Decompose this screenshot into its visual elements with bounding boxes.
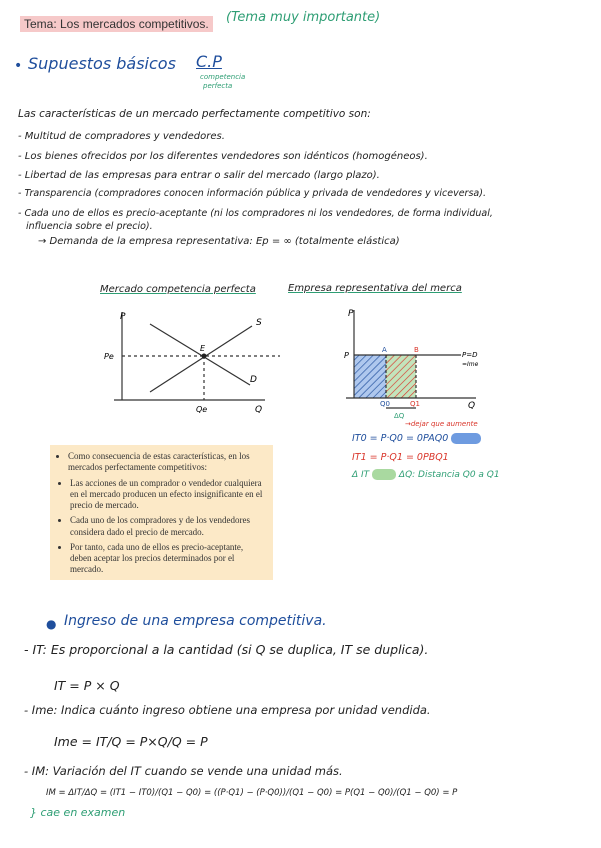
exam-note: } cae en examen — [30, 806, 126, 819]
graph2-note: →dejar que aumente — [405, 420, 478, 428]
delta-q-label: ΔQ — [394, 412, 405, 420]
section1-title: Supuestos básicos — [28, 54, 176, 73]
section1-intro: Las características de un mercado perfectamente competitivo son: — [18, 108, 371, 120]
supply-curve — [150, 326, 252, 392]
abbr-sub1: competencia — [200, 73, 246, 81]
point-a-label: A — [382, 346, 387, 354]
bullet-dot: ● — [46, 617, 57, 631]
pe-label: Pe — [104, 352, 114, 361]
firm-graph — [336, 300, 486, 425]
box-bullet: • Las acciones de un comprador o vendedor cualquiera en el mercado producen un efecto insignificante en el precio de mercado. — [70, 478, 265, 512]
section1-abbr: C.P — [196, 52, 222, 71]
demand-curve — [150, 324, 250, 385]
x-axis-label: Q — [468, 401, 476, 411]
it0-formula: IT0 = P·Q0 = 0PAQ0 — [352, 433, 481, 444]
x-axis-label: Q — [255, 405, 263, 415]
list-item: influencia sobre el precio). — [26, 221, 153, 232]
q0-label: Q0 — [380, 400, 390, 408]
section2-title: Ingreso de una empresa competitiva. — [64, 613, 327, 629]
price-label: P — [344, 351, 349, 360]
equilibrium-point — [202, 354, 207, 359]
it-line: - IT: Es proporcional a la cantidad (si Q se duplica, IT se duplica). — [24, 642, 429, 657]
consequences-box — [50, 445, 273, 580]
list-item: - Cada uno de ellos es precio-aceptante (ni los compradores ni los vendedores, de forma individual, — [18, 208, 493, 219]
abbr-sub2: perfecta — [203, 82, 233, 90]
it-formula: IT = P × Q — [54, 678, 120, 693]
line-label-demand: P=D — [462, 351, 478, 359]
graph1-title: Mercado competencia perfecta — [100, 284, 256, 295]
ime-formula: Ime = IT/Q = P×Q/Q = P — [54, 734, 208, 749]
y-axis-label: P — [348, 309, 354, 319]
demand-label: D — [250, 375, 257, 385]
list-item: - Libertad de las empresas para entrar o salir del mercado (largo plazo). — [18, 170, 380, 181]
topic-note: (Tema muy importante) — [226, 10, 381, 25]
blue-swatch — [451, 433, 481, 444]
qe-label: Qe — [196, 405, 208, 414]
equilibrium-label: E — [200, 344, 206, 353]
box-intro: • Como consecuencia de estas características, en los mercados perfectamente competitivos: — [68, 451, 265, 474]
line-label-ime: =Ime — [462, 361, 479, 368]
ime-line: - Ime: Indica cuánto ingreso obtiene una empresa por unidad vendida. — [24, 703, 431, 717]
bullet-dot: • — [14, 58, 23, 74]
demand-line: → Demanda de la empresa representativa: Ep = ∞ (totalmente elástica) — [38, 236, 400, 247]
box-bullet: • Por tanto, cada uno de ellos es precio-aceptante, deben aceptar los precios determinados por el mercado. — [70, 542, 265, 576]
list-item: - Transparencia (compradores conocen información pública y privada de vendedores y viceversa). — [18, 188, 486, 199]
market-graph — [100, 300, 280, 425]
graph2-title: Empresa representativa del merca — [288, 283, 462, 294]
list-item: - Los bienes ofrecidos por los diferentes vendedores son idénticos (homogéneos). — [18, 151, 428, 162]
y-axis-label: P — [120, 312, 126, 322]
list-item: - Multitud de compradores y vendedores. — [18, 131, 225, 142]
point-b-label: B — [414, 346, 419, 354]
supply-label: S — [256, 318, 262, 328]
img-line: - IM: Variación del IT cuando se vende una unidad más. — [24, 764, 343, 778]
green-swatch — [372, 469, 396, 480]
q1-label: Q1 — [410, 400, 420, 408]
img-formula: IM = ΔIT/ΔQ = (IT1 − IT0)/(Q1 − Q0) = ((P·Q1) − (P·Q0))/(Q1 − Q0) = P(Q1 − Q0)/(Q1 − Q0) = P — [46, 788, 458, 798]
it1-formula: IT1 = P·Q1 = 0PBQ1 — [352, 452, 449, 463]
topic-heading: Tema: Los mercados competitivos. — [20, 16, 213, 32]
delta-it-row: Δ IT ΔQ: Distancia Q0 a Q1 — [352, 470, 500, 480]
box-bullet: • Cada uno de los compradores y de los vendedores considera dado el precio de mercado. — [70, 515, 265, 538]
